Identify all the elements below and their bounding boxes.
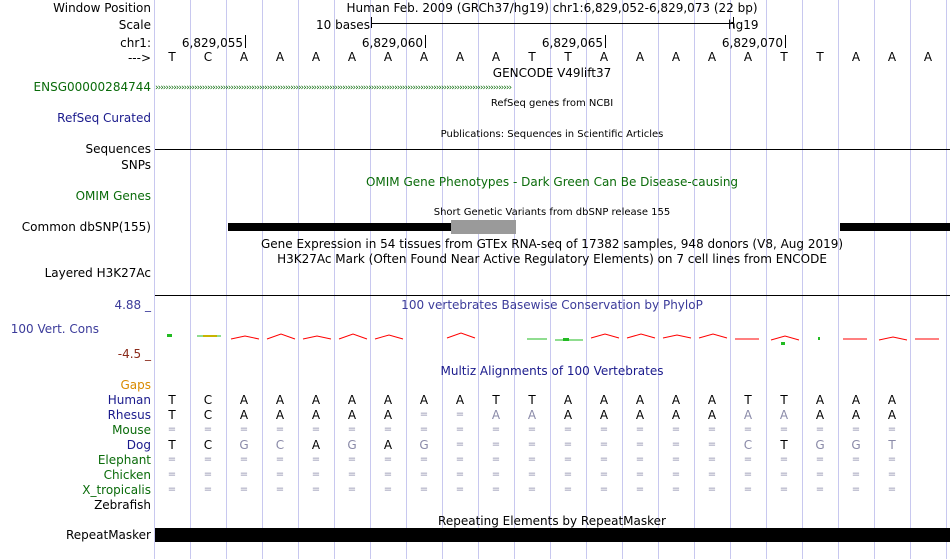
- alignment-base: =: [167, 454, 177, 465]
- alignment-base: A: [311, 393, 321, 407]
- alignment-base: C: [203, 438, 213, 452]
- coordinate-tick-label: 6,829,065: [541, 36, 603, 50]
- alignment-base: =: [707, 439, 717, 450]
- alignment-base: =: [743, 484, 753, 495]
- alignment-base: =: [743, 424, 753, 435]
- alignment-base: A: [887, 408, 897, 422]
- alignment-base: =: [707, 454, 717, 465]
- alignment-base: =: [707, 469, 717, 480]
- alignment-base: T: [492, 393, 500, 407]
- reference-base: C: [203, 50, 213, 64]
- alignment-base: C: [275, 438, 285, 452]
- alignment-base: =: [311, 454, 321, 465]
- alignment-base: A: [635, 393, 645, 407]
- alignment-base: =: [779, 424, 789, 435]
- alignment-base: =: [239, 484, 249, 495]
- alignment-base: T: [780, 438, 788, 452]
- alignment-base: =: [311, 484, 321, 495]
- alignment-base: A: [383, 408, 393, 422]
- h3k27ac-track-title[interactable]: H3K27Ac Mark (Often Found Near Active Regulatory Elements) on 7 cell lines from ENCODE: [277, 252, 827, 266]
- species-label: Rhesus: [107, 408, 151, 422]
- alignment-base: =: [383, 424, 393, 435]
- alignment-base: =: [527, 454, 537, 465]
- alignment-base: T: [888, 438, 896, 452]
- alignment-base: A: [275, 408, 285, 422]
- alignment-base: A: [851, 393, 861, 407]
- snps-label: SNPs: [121, 158, 151, 172]
- dbsnp-variant-highlight[interactable]: [451, 220, 516, 234]
- alignment-base: A: [743, 408, 753, 422]
- alignment-base: =: [527, 484, 537, 495]
- alignment-base: =: [743, 469, 753, 480]
- gaps-label[interactable]: Gaps: [120, 378, 151, 392]
- alignment-base: G: [815, 438, 825, 452]
- alignment-base: G: [419, 438, 429, 452]
- alignment-base: A: [311, 408, 321, 422]
- publications-track-title[interactable]: Publications: Sequences in Scientific Articles: [440, 129, 664, 140]
- scale-bar: [371, 23, 734, 24]
- reference-base: A: [491, 50, 501, 64]
- alignment-base: A: [239, 393, 249, 407]
- alignment-base: T: [780, 393, 788, 407]
- alignment-base: =: [527, 424, 537, 435]
- alignment-base: =: [815, 484, 825, 495]
- alignment-base: A: [851, 408, 861, 422]
- gtex-track-title[interactable]: Gene Expression in 54 tissues from GTEx RNA-seq of 17382 samples, 948 donors (V8, Aug 2019): [260, 237, 844, 251]
- alignment-base: =: [383, 484, 393, 495]
- track-label-column: [0, 0, 153, 559]
- alignment-base: =: [203, 469, 213, 480]
- alignment-base: =: [779, 454, 789, 465]
- alignment-base: =: [599, 424, 609, 435]
- species-label: Mouse: [112, 423, 151, 437]
- alignment-base: =: [599, 439, 609, 450]
- alignment-base: =: [167, 424, 177, 435]
- alignment-base: =: [275, 454, 285, 465]
- alignment-base: =: [491, 484, 501, 495]
- alignment-base: =: [671, 484, 681, 495]
- alignment-base: A: [563, 393, 573, 407]
- coordinate-tick-mark: [425, 35, 426, 48]
- alignment-base: =: [851, 454, 861, 465]
- coordinate-tick-label: 6,829,060: [361, 36, 423, 50]
- alignment-base: A: [887, 393, 897, 407]
- phylop-max-label: 4.88 _: [114, 298, 151, 312]
- coordinate-tick-mark: [605, 35, 606, 48]
- reference-base: A: [275, 50, 285, 64]
- alignment-base: =: [311, 469, 321, 480]
- alignment-base: G: [851, 438, 861, 452]
- alignment-base: A: [383, 438, 393, 452]
- alignment-base: =: [887, 424, 897, 435]
- dbsnp-track-label[interactable]: Common dbSNP(155): [21, 220, 151, 234]
- reference-base: T: [528, 50, 536, 64]
- alignment-base: T: [528, 393, 536, 407]
- alignment-base: =: [347, 469, 357, 480]
- alignment-base: =: [455, 424, 465, 435]
- reference-base: A: [311, 50, 321, 64]
- reference-base: A: [347, 50, 357, 64]
- gencode-track-label[interactable]: ENSG00000284744: [33, 80, 151, 94]
- h3k27ac-track-label[interactable]: Layered H3K27Ac: [44, 266, 151, 280]
- alignment-base: A: [707, 393, 717, 407]
- publications-divider: [155, 149, 950, 150]
- species-label: Chicken: [103, 468, 151, 482]
- reference-base: A: [455, 50, 465, 64]
- alignment-base: =: [599, 469, 609, 480]
- alignment-base: =: [419, 424, 429, 435]
- phylop-track-label[interactable]: 100 Vert. Cons: [10, 322, 99, 336]
- alignment-base: A: [671, 393, 681, 407]
- reference-base: A: [383, 50, 393, 64]
- alignment-base: A: [455, 393, 465, 407]
- alignment-base: =: [419, 469, 429, 480]
- alignment-base: C: [203, 393, 213, 407]
- alignment-base: =: [275, 424, 285, 435]
- alignment-base: =: [671, 439, 681, 450]
- coordinate-tick-label: 6,829,055: [181, 36, 243, 50]
- alignment-base: =: [779, 484, 789, 495]
- reference-base: A: [743, 50, 753, 64]
- alignment-base: =: [203, 484, 213, 495]
- alignment-base: =: [671, 469, 681, 480]
- h3k27ac-divider: [155, 295, 950, 296]
- alignment-base: =: [455, 454, 465, 465]
- reference-base: T: [780, 50, 788, 64]
- alignment-base: =: [635, 439, 645, 450]
- alignment-base: =: [887, 454, 897, 465]
- alignment-base: G: [239, 438, 249, 452]
- strand-arrow-label: --->: [127, 51, 151, 65]
- multiz-track-title[interactable]: Multiz Alignments of 100 Vertebrates: [440, 364, 664, 378]
- alignment-base: A: [239, 408, 249, 422]
- alignment-base: A: [671, 408, 681, 422]
- omim-track-title[interactable]: OMIM Gene Phenotypes - Dark Green Can Be Disease-causing: [365, 175, 739, 189]
- alignment-base: =: [599, 484, 609, 495]
- alignment-base: =: [815, 454, 825, 465]
- alignment-base: =: [635, 454, 645, 465]
- alignment-base: A: [599, 408, 609, 422]
- dbsnp-variant-bar-2[interactable]: [840, 223, 950, 231]
- alignment-base: G: [347, 438, 357, 452]
- alignment-base: =: [707, 484, 717, 495]
- alignment-base: =: [455, 439, 465, 450]
- reference-base: T: [168, 50, 176, 64]
- alignment-base: =: [815, 469, 825, 480]
- alignment-base: =: [887, 484, 897, 495]
- species-label: Zebrafish: [94, 498, 151, 512]
- alignment-base: =: [563, 484, 573, 495]
- repeatmasker-track-label[interactable]: RepeatMasker: [65, 528, 151, 542]
- reference-base: A: [671, 50, 681, 64]
- chr-label: chr1:: [120, 36, 151, 50]
- alignment-base: A: [491, 408, 501, 422]
- alignment-base: =: [275, 484, 285, 495]
- alignment-base: =: [455, 484, 465, 495]
- repeatmasker-track-title[interactable]: Repeating Elements by RepeatMasker: [438, 514, 666, 528]
- reference-base: A: [419, 50, 429, 64]
- window-position-label: Window Position: [53, 1, 151, 15]
- alignment-base: =: [383, 469, 393, 480]
- alignment-base: =: [239, 454, 249, 465]
- alignment-base: =: [167, 469, 177, 480]
- assembly-name: hg19: [728, 18, 759, 32]
- alignment-base: =: [419, 454, 429, 465]
- scale-label: Scale: [118, 18, 151, 32]
- alignment-base: =: [419, 484, 429, 495]
- alignment-base: =: [635, 484, 645, 495]
- reference-base: A: [923, 50, 933, 64]
- alignment-base: =: [491, 439, 501, 450]
- alignment-base: C: [203, 408, 213, 422]
- alignment-base: A: [707, 408, 717, 422]
- alignment-base: =: [779, 469, 789, 480]
- alignment-base: =: [311, 424, 321, 435]
- alignment-base: =: [167, 484, 177, 495]
- alignment-base: =: [887, 469, 897, 480]
- refseq-track-title[interactable]: RefSeq genes from NCBI: [490, 98, 614, 109]
- alignment-base: =: [203, 454, 213, 465]
- alignment-base: =: [491, 424, 501, 435]
- track-display-area: [155, 0, 950, 559]
- publications-track-label[interactable]: Sequences: [85, 142, 151, 156]
- reference-base: A: [887, 50, 897, 64]
- alignment-base: =: [743, 454, 753, 465]
- phylop-track-title[interactable]: 100 vertebrates Basewise Conservation by PhyloP: [401, 298, 703, 312]
- alignment-base: T: [168, 408, 176, 422]
- alignment-base: =: [347, 484, 357, 495]
- coordinate-tick-label: 6,829,070: [721, 36, 783, 50]
- reference-base: A: [707, 50, 717, 64]
- alignment-base: =: [563, 469, 573, 480]
- coordinate-tick-mark: [245, 35, 246, 48]
- alignment-base: T: [744, 393, 752, 407]
- alignment-base: =: [491, 454, 501, 465]
- alignment-base: =: [527, 469, 537, 480]
- alignment-base: =: [491, 469, 501, 480]
- alignment-base: A: [563, 408, 573, 422]
- alignment-base: C: [743, 438, 753, 452]
- reference-base: T: [564, 50, 572, 64]
- gencode-track-title[interactable]: GENCODE V49lift37: [492, 66, 612, 80]
- omim-track-label[interactable]: OMIM Genes: [75, 189, 151, 203]
- alignment-base: A: [527, 408, 537, 422]
- reference-base: A: [239, 50, 249, 64]
- alignment-base: T: [168, 393, 176, 407]
- alignment-base: =: [455, 409, 465, 420]
- phylop-conservation-plot[interactable]: [155, 325, 950, 351]
- alignment-base: =: [563, 424, 573, 435]
- gencode-gene-feature[interactable]: ›››››››››››››››››››››››››››››››››››››››››››››››››››››››››››››››››››››››››››››››››››››››››››››››››››››››››››››››››››››››››››››››››››››››››: [155, 83, 512, 93]
- alignment-base: A: [635, 408, 645, 422]
- reference-base: A: [635, 50, 645, 64]
- alignment-base: A: [347, 408, 357, 422]
- alignment-base: =: [599, 454, 609, 465]
- alignment-base: =: [671, 424, 681, 435]
- alignment-base: =: [851, 424, 861, 435]
- alignment-base: A: [815, 393, 825, 407]
- alignment-base: A: [383, 393, 393, 407]
- alignment-base: =: [563, 454, 573, 465]
- alignment-base: =: [671, 454, 681, 465]
- alignment-base: =: [383, 454, 393, 465]
- alignment-base: =: [455, 469, 465, 480]
- alignment-base: A: [815, 408, 825, 422]
- alignment-base: A: [779, 408, 789, 422]
- alignment-base: A: [599, 393, 609, 407]
- refseq-track-label[interactable]: RefSeq Curated: [57, 111, 151, 125]
- species-label: X_tropicalis: [82, 483, 151, 497]
- alignment-base: =: [239, 424, 249, 435]
- repeatmasker-element[interactable]: [155, 528, 950, 542]
- alignment-base: =: [851, 484, 861, 495]
- reference-base: A: [599, 50, 609, 64]
- reference-base: T: [816, 50, 824, 64]
- alignment-base: =: [347, 424, 357, 435]
- alignment-base: T: [168, 438, 176, 452]
- alignment-base: A: [275, 393, 285, 407]
- coordinate-tick-mark: [785, 35, 786, 48]
- position-title: Human Feb. 2009 (GRCh37/hg19) chr1:6,829,052-6,829,073 (22 bp): [346, 1, 758, 15]
- alignment-base: =: [419, 409, 429, 420]
- species-label: Human: [107, 393, 151, 407]
- species-label: Elephant: [97, 453, 151, 467]
- phylop-min-label: -4.5 _: [117, 347, 151, 361]
- alignment-base: =: [347, 454, 357, 465]
- scale-bases-text: 10 bases: [316, 18, 370, 32]
- alignment-base: A: [419, 393, 429, 407]
- dbsnp-track-title[interactable]: Short Genetic Variants from dbSNP release 155: [433, 207, 671, 218]
- alignment-base: A: [347, 393, 357, 407]
- alignment-base: A: [311, 438, 321, 452]
- alignment-base: =: [203, 424, 213, 435]
- alignment-base: =: [239, 469, 249, 480]
- alignment-base: =: [635, 469, 645, 480]
- alignment-base: =: [275, 469, 285, 480]
- alignment-base: =: [851, 469, 861, 480]
- alignment-base: =: [707, 424, 717, 435]
- alignment-base: =: [563, 439, 573, 450]
- reference-base: A: [851, 50, 861, 64]
- alignment-base: =: [527, 439, 537, 450]
- species-label: Dog: [126, 438, 151, 452]
- alignment-base: =: [635, 424, 645, 435]
- alignment-base: =: [815, 424, 825, 435]
